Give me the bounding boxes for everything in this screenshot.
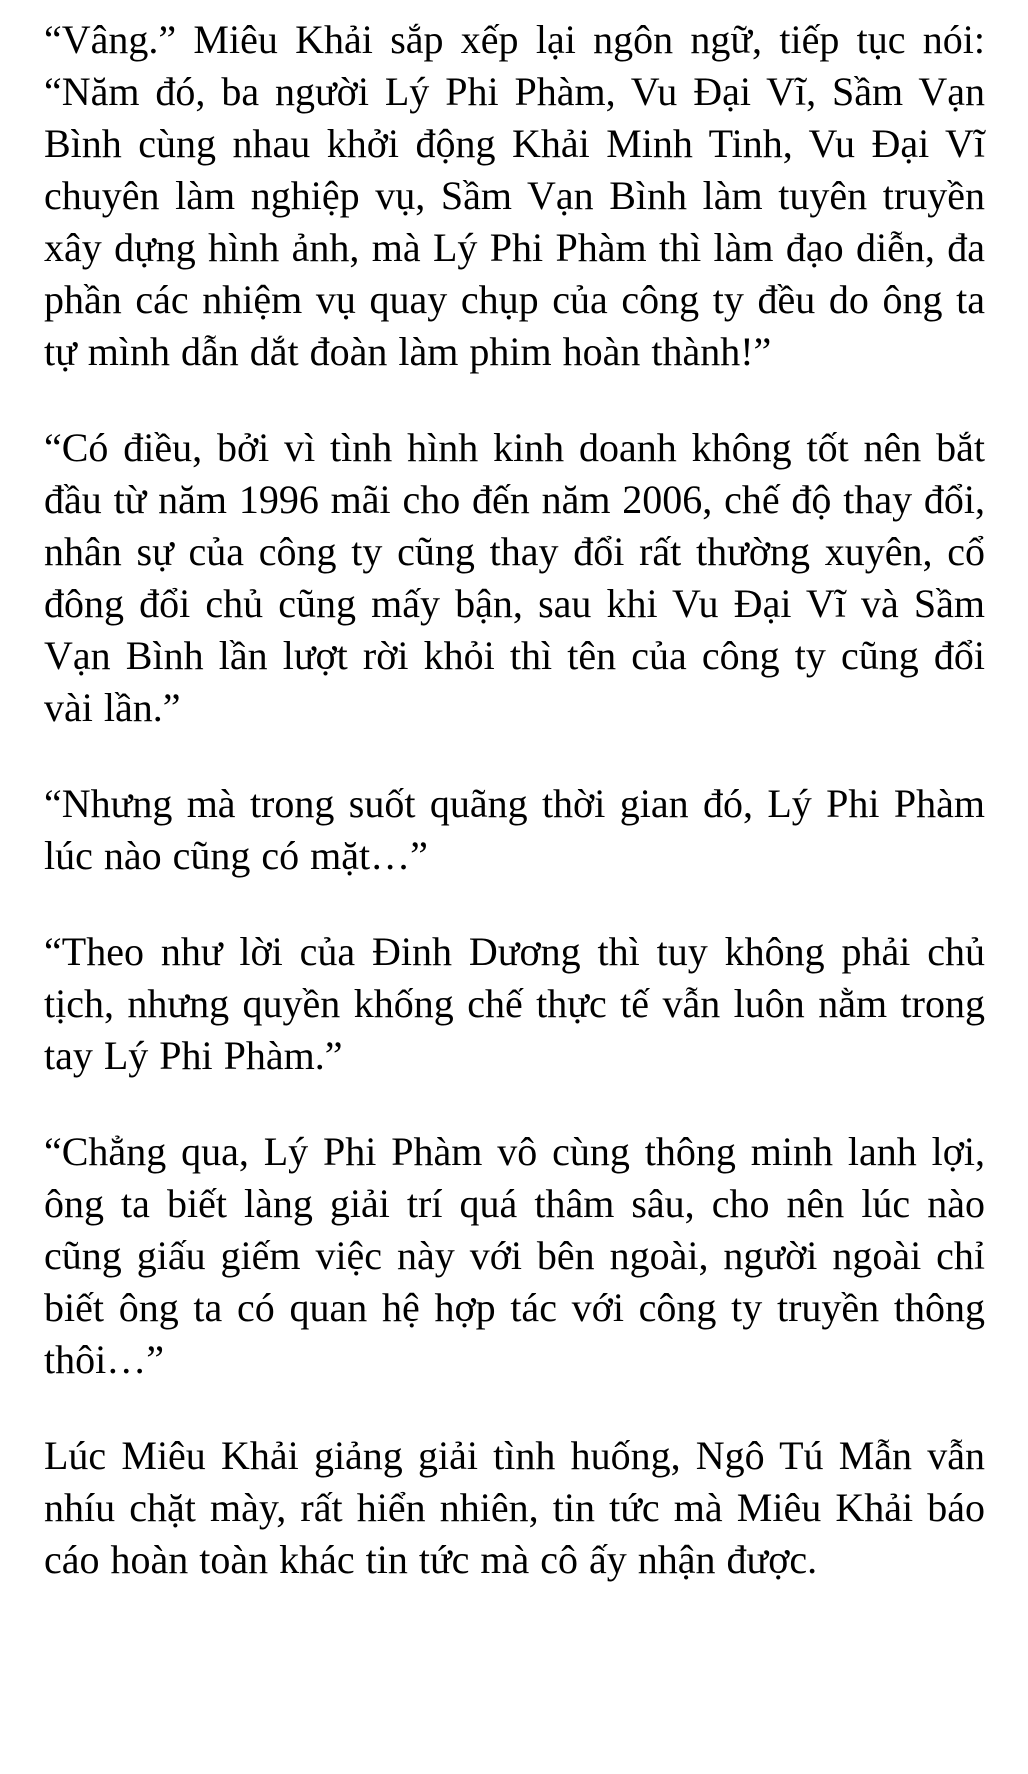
paragraph: “Vâng.” Miêu Khải sắp xếp lại ngôn ngữ, tiếp tục nói: “Năm đó, ba người Lý Phi Phàm, Vu Đại Vĩ, Sầm Vạn Bình cùng nhau khởi động Khải Minh Tinh, Vu Đại Vĩ chuyên làm nghiệp vụ, Sầm Vạn Bình làm tuyên truyền xây dựng hình ảnh, mà Lý Phi Phàm thì làm đạo diễn, đa phần các nhiệm vụ quay chụp của công ty đều do ông ta tự mình dẫn dắt đoàn làm phim hoàn thành!”: [44, 17, 985, 374]
paragraph: “Theo như lời của Đinh Dương thì tuy không phải chủ tịch, nhưng quyền khống chế thực tế vẫn luôn nằm trong tay Lý Phi Phàm.”: [44, 929, 985, 1078]
paragraph: “Có điều, bởi vì tình hình kinh doanh không tốt nên bắt đầu từ năm 1996 mãi cho đến năm 2006, chế độ thay đổi, nhân sự của công ty cũng thay đổi rất thường xuyên, cổ đông đổi chủ cũng mấy bận, sau khi Vu Đại Vĩ và Sầm Vạn Bình lần lượt rời khỏi thì tên của công ty cũng đổi vài lần.”: [44, 425, 985, 730]
paragraph: “Nhưng mà trong suốt quãng thời gian đó, Lý Phi Phàm lúc nào cũng có mặt…”: [44, 781, 985, 878]
paragraph: “Chẳng qua, Lý Phi Phàm vô cùng thông minh lanh lợi, ông ta biết làng giải trí quá thâm sâu, cho nên lúc nào cũng giấu giếm việc này với bên ngoài, người ngoài chỉ biết ông ta có quan hệ hợp tác với công ty truyền thông thôi…”: [44, 1129, 985, 1382]
paragraph: Lúc Miêu Khải giảng giải tình huống, Ngô Tú Mẫn vẫn nhíu chặt mày, rất hiển nhiên, tin tức mà Miêu Khải báo cáo hoàn toàn khác tin tức mà cô ấy nhận được.: [44, 1433, 985, 1582]
